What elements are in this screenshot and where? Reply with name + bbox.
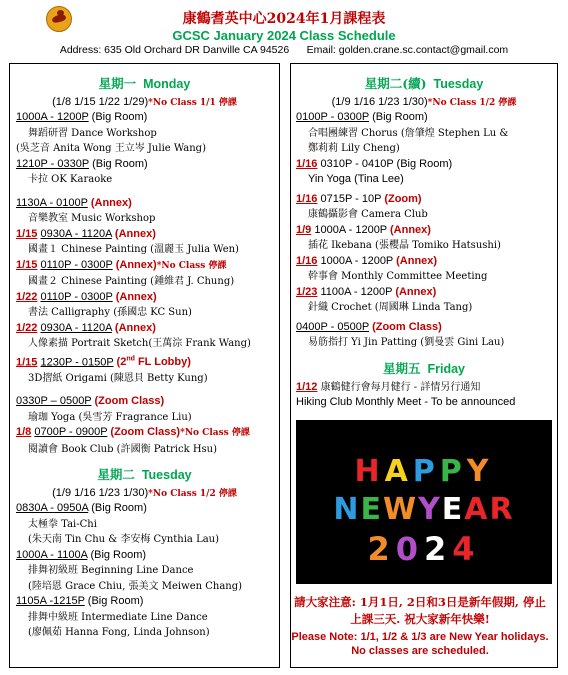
class-desc: 人像素描 Portrait Sketch(王萬淙 Frank Wang) bbox=[28, 338, 251, 349]
class-desc: 排舞初級班 Beginning Line Dance bbox=[28, 565, 194, 577]
monday-dates: (1/8 1/15 1/22 1/29)*No Class 1/1 停課 bbox=[52, 96, 237, 108]
class-teacher: (朱天南 Tin Chu & 李安梅 Cynthia Lau) bbox=[28, 534, 220, 546]
class-entry: 1210P - 0330P (Big Room) bbox=[16, 157, 148, 170]
class-entry: 1/16 0310P - 0410P (Big Room) bbox=[296, 157, 453, 170]
banner-letter: E bbox=[441, 492, 465, 527]
class-entry: 1/8 0700P - 0900P (Zoom Class)*No Class 停課 bbox=[16, 426, 250, 439]
right-column bbox=[290, 63, 558, 668]
class-entry: 1/22 0110P - 0300P (Annex) bbox=[16, 290, 157, 303]
class-entry: 1/22 0930A - 1120A (Annex) bbox=[16, 321, 156, 334]
class-desc: 易筋指打 Yi Jin Patting (劉曼雲 Gini Lau) bbox=[308, 337, 505, 348]
tuesday-heading: 星期二 Tuesday bbox=[97, 467, 192, 483]
friday-entry: 1/12 康鶴健行會每月健行 - 詳情另行通知 bbox=[296, 380, 481, 393]
tuesday-cont-heading: 星期二(續) Tuesday bbox=[364, 76, 484, 91]
class-desc: 插花 Ikebana (張櫻晶 Tomiko Hatsushi) bbox=[308, 240, 501, 251]
class-desc: 國畫１ Chinese Painting (溫麗玉 Julia Wen) bbox=[28, 244, 239, 255]
class-desc: 康鶴攝影會 Camera Club bbox=[308, 209, 428, 220]
class-entry: 0100P - 0300P (Big Room) bbox=[296, 111, 428, 123]
banner-letter: Y bbox=[418, 492, 442, 527]
banner-letter: P bbox=[412, 454, 440, 489]
banner-letter: N bbox=[333, 492, 361, 527]
class-entry: 1130A - 0100P (Annex) bbox=[16, 196, 132, 209]
banner-letter: H bbox=[354, 454, 385, 489]
friday-desc: Hiking Club Monthly Meet - To be announced bbox=[296, 396, 516, 408]
class-teacher: (吳芝音 Anita Wong 王立岑 Julie Wang) bbox=[16, 143, 206, 154]
class-desc: 閱讀會 Book Club (許國衡 Patrick Hsu) bbox=[28, 443, 218, 455]
class-desc: 音樂教室 Music Workshop bbox=[28, 213, 156, 224]
class-entry: 1/15 0110P - 0300P (Annex)*No Class 停課 bbox=[16, 258, 227, 271]
banner-new-year bbox=[296, 492, 552, 527]
banner-happy bbox=[296, 454, 552, 489]
banner-letter: E bbox=[360, 492, 383, 527]
class-desc: 3D摺紙 Origami (陳恩貝 Betty Kung) bbox=[28, 372, 208, 384]
class-entry: 1/23 1100A - 1200P (Annex) bbox=[296, 285, 437, 298]
banner-letter: A bbox=[384, 454, 413, 489]
class-desc: 針織 Crochet (周國琳 Linda Tang) bbox=[308, 302, 473, 313]
class-entry: 1/15 0930A - 1120A (Annex) bbox=[16, 227, 156, 240]
class-desc: Yin Yoga (Tina Lee) bbox=[308, 173, 404, 185]
holiday-notice-en: Please Note: 1/1, 1/2 & 1/3 are New Year holidays. No classes are scheduled. bbox=[291, 631, 549, 657]
monday-heading: 星期一 Monday bbox=[98, 76, 191, 91]
banner-letter: W bbox=[382, 492, 419, 527]
class-entry: 1105A -1215P (Big Room) bbox=[16, 595, 144, 608]
class-desc: 瑜珈 Yoga (吳雪芳 Fragrance Liu) bbox=[28, 411, 192, 423]
banner-letter: 2 bbox=[367, 530, 396, 568]
class-teacher: (陸培恩 Grace Chiu, 張美文 Meiwen Chang) bbox=[28, 580, 243, 592]
banner-year bbox=[296, 530, 552, 568]
class-desc: 合唱團練習 Chorus (詹肇煌 Stephen Lu & bbox=[308, 127, 509, 139]
class-entry: 1000A - 1200P (Big Room) bbox=[16, 111, 148, 123]
class-desc: 排舞中級班 Intermediate Line Dance bbox=[28, 611, 208, 623]
class-teacher: (廖佩茹 Hanna Fong, Linda Johnson) bbox=[28, 627, 210, 639]
friday-heading: 星期五 Friday bbox=[383, 360, 465, 376]
class-desc: 國畫２ Chinese Painting (鍾維君 J. Chung) bbox=[28, 276, 235, 287]
class-entry: 1/16 0715P - 10P (Zoom) bbox=[296, 192, 422, 205]
banner-letter: 0 bbox=[395, 530, 424, 568]
holiday-notice-zh: 請大家注意: 1月1日, 2日和3日是新年假期, 停止上課三天. 祝大家新年快樂! bbox=[294, 595, 546, 626]
class-entry: 1/16 1000A - 1200P (Annex) bbox=[296, 254, 438, 267]
class-entry: 1/15 1230P - 0150P (2nd FL Lobby) bbox=[16, 355, 191, 369]
title-english: GCSC January 2024 Class Schedule bbox=[172, 28, 396, 43]
banner-letter: A bbox=[464, 492, 490, 527]
new-year-banner bbox=[296, 420, 552, 584]
address-line: Address: 635 Old Orchard DR Danville CA 94526 Email: golden.crane.sc.contact@gmail.com bbox=[59, 44, 509, 56]
class-desc: 卡拉 OK Karaoke bbox=[28, 174, 113, 185]
class-desc: 書法 Calligraphy (孫國忠 KC Sun) bbox=[28, 307, 192, 318]
banner-letter: Y bbox=[466, 454, 494, 489]
banner-letter: P bbox=[439, 454, 467, 489]
class-desc: 鄭莉莉 Lily Cheng) bbox=[308, 143, 400, 154]
class-desc: 舞蹈研習 Dance Workshop bbox=[28, 127, 157, 139]
tuesday-dates: (1/9 1/16 1/23 1/30)*No Class 1/2 停課 bbox=[52, 487, 237, 500]
class-entry: 0830A - 0950A (Big Room) bbox=[16, 502, 147, 515]
tuesday-cont-dates: (1/9 1/16 1/23 1/30)*No Class 1/2 停課 bbox=[331, 96, 517, 108]
banner-letter: R bbox=[489, 492, 515, 527]
title-chinese: 康鶴耆英中心2024年1月課程表 bbox=[182, 11, 386, 27]
class-entry: 0400P - 0500P (Zoom Class) bbox=[296, 320, 442, 333]
class-desc: 太極拳 Tai-Chi bbox=[28, 518, 97, 530]
banner-letter: 2 bbox=[424, 530, 453, 568]
banner-letter: 4 bbox=[452, 530, 481, 568]
class-desc: 幹事會 Monthly Committee Meeting bbox=[308, 271, 488, 282]
class-entry: 0330P – 0500P (Zoom Class) bbox=[16, 395, 165, 408]
left-column bbox=[9, 63, 280, 668]
class-entry: 1000A - 1100A (Big Room) bbox=[16, 548, 147, 561]
class-entry: 1/9 1000A - 1200P (Annex) bbox=[296, 223, 431, 236]
